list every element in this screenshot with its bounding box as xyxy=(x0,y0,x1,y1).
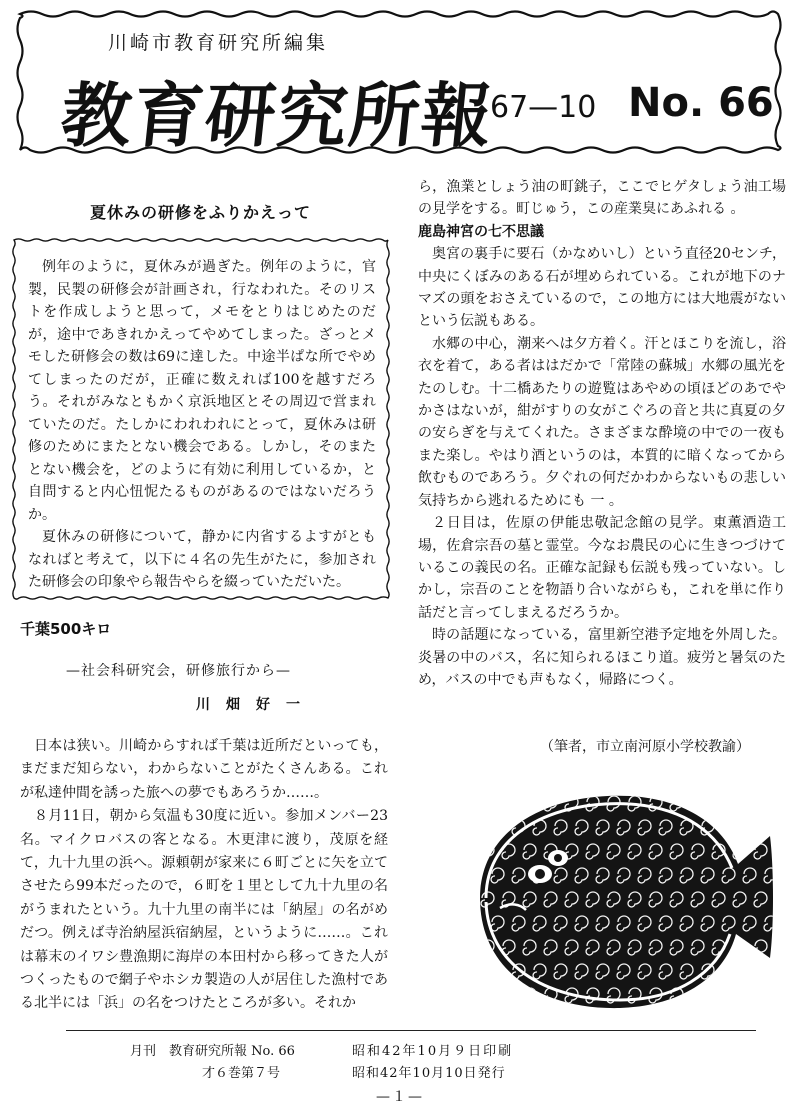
footer-volume: 才６巻第７号 xyxy=(202,1066,281,1081)
author-name: 川畑好一 xyxy=(196,697,316,713)
footer-divider xyxy=(66,1030,756,1031)
footer-publication: 月刊 教育研究所報 No. 66 xyxy=(130,1044,295,1059)
flatfish-woodcut-icon xyxy=(440,778,780,1018)
footer-print-date: 昭和42年10月９日印刷 xyxy=(352,1044,514,1059)
section-subtitle: —社会科研究会，研修旅行から— xyxy=(66,663,291,679)
left-body xyxy=(20,735,388,1016)
body-paragraph: ら，漁業としょう油の町銚子，ここでヒゲタしょう油工場の見学をする。町じゅう，この産業臭にあふれる 。 xyxy=(418,179,786,218)
right-column xyxy=(418,176,786,691)
body-paragraph: 奥宮の裏手に要石（かなめいし）という直径20センチ，中央にくぼみのある石が埋められている。これが地下のナマズの頭をおさえているので，この地方には大地震がないという伝説もある。 xyxy=(418,246,786,330)
body-paragraph: 水郷の中心，潮来へは夕方着く。汗とほこりを流し，浴衣を着て，ある者ははだかで「常陸の蘇城」水郷の風光をたのしむ。十二橋あたりの遊覧はあやめの頃ほどのあでやかさはないが，紺がすりの女がこぐろの音と共に真夏の夕の安らぎを与えてくれた。さまざまな酔境の中での一夜もまた楽し。やはり酒というのは，本質的に暗くなってから飲むものであろう。夕ぐれの何だかわからないもの悲しい気持ちから逃れるためにも 一 。 xyxy=(418,335,786,509)
intro-paragraph: 夏休みの研修について，静かに内省するよすがともなればと考えて，以下に４名の先生がたに，参加された研修会の印象やら報告やらを綴っていただいた。 xyxy=(28,529,376,590)
body-paragraph: 時の話題になっている，富里新空港予定地を外周した。炎暑の中のバス，名に知られるほこり道。疲労と暑気のため，バスの中でも声もなく，帰路につく。 xyxy=(418,627,786,688)
intro-paragraph: 例年のように，夏休みが過ぎた。例年のように，官製，民製の研修会が計画され，行なわれた。そのリストを作成しようと思って，メモをとりはじめたのだが，途中であきれかえってやめてしまった。ざっとメモした研修会の数は69に達した。中途半ぱな所でやめてしまったのだが，正確に数えれば100を越すだろう。それがみなともかく京浜地区とその周辺で営まれていたのだ。たしかにわれわれにとって，夏休みは研修のためにまたとない機会である。しかし，そのまたとない機会を，どのように有効に利用しているか，と自問すると内心忸怩たるものがあるのではないだろうか。 xyxy=(28,259,376,523)
body-paragraph: ８月11日，朝から気温も30度に近い。参加メンバー23名。マイクロバスの客となる。木更津に渡り，茂原を経て，九十九里の浜へ。源頼朝が家来に６町ごとに矢を立てさせたら99本だったので，６町を１里として九十九里の名がうまれたという。九十九里の南半には「納屋」の名がめだつ。例えば寺治納屋浜宿納屋，というように……。これは幕末のイワシ豊漁期に海岸の本田村から移ってきた人がつくったもので網子やホシカ製造の人が居住した漁村である北半には「浜」の名をつけたところが多い。それか xyxy=(20,808,388,1012)
section-title: 千葉500キロ xyxy=(20,620,112,638)
editor-line: 川崎市教育研究所編集 xyxy=(108,32,329,54)
footer-publish-date: 昭和42年10月10日発行 xyxy=(352,1066,506,1081)
page-number: —１— xyxy=(376,1089,424,1105)
author-byline: （筆者，市立南河原小学校教諭） xyxy=(540,739,750,755)
paper-title: 教育研究所報 xyxy=(57,75,498,157)
article-title: 夏休みの研修をふりかえって xyxy=(90,203,312,222)
body-paragraph: ２日目は，佐原の伊能忠敬記念館の見学。東薫酒造工場，佐倉宗吾の墓と霊堂。今なお農民の心に生きつづけているこの義民の名。正確な記録も伝説も残っていない。しかし，宗吾のことを物語り合いながらも，これを単に作り話だと言ってしまえるだろうか。 xyxy=(418,515,786,621)
intro-text xyxy=(28,256,376,594)
volume-code: 67—10 xyxy=(490,90,597,125)
body-paragraph: 日本は狭い。川崎からすれば千葉は近所だといっても，まだまだ知らない，わからないことがたくさんある。これが私達仲間を誘った旅への夢でもあろうか……。 xyxy=(20,738,388,801)
issue-number: No. 66 xyxy=(628,80,774,126)
subsection-heading: 鹿島神宮の七不思議 xyxy=(418,223,544,240)
